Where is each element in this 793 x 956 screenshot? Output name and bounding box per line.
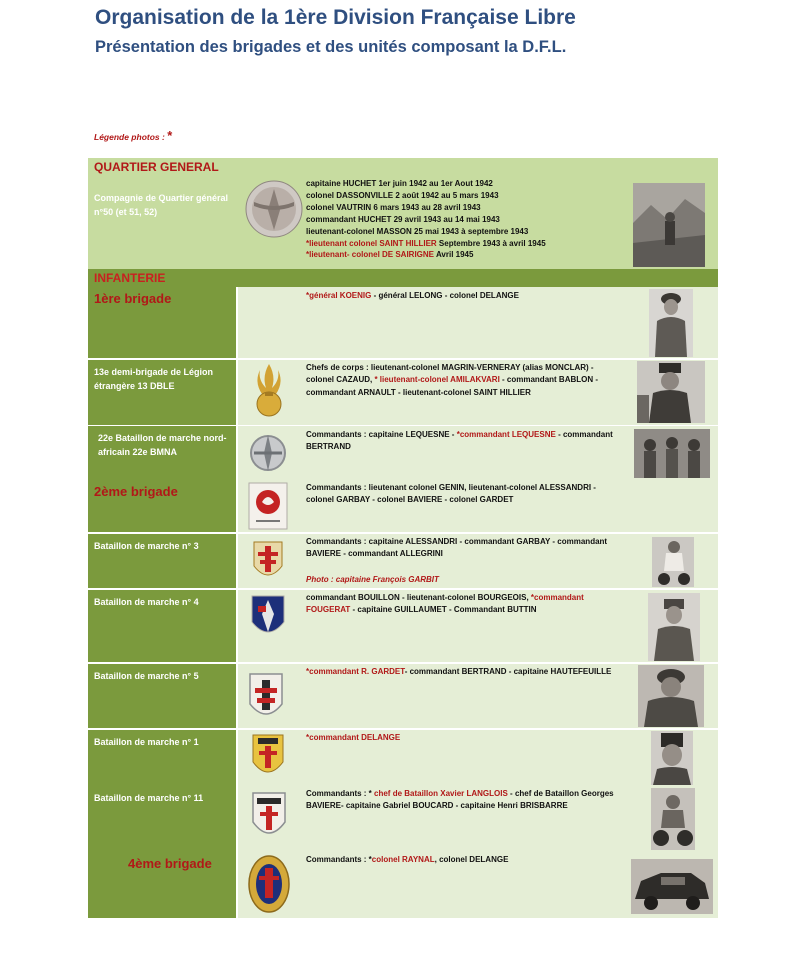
unit-bm1: Bataillon de marche n° 1	[88, 730, 236, 786]
b4-insignia-icon	[247, 854, 291, 916]
amilakvari-photo	[637, 361, 705, 423]
section-infanterie: INFANTERIE	[88, 269, 718, 287]
qg-line: colonel VAUTRIN 6 mars 1943 au 28 avril 1943	[306, 202, 481, 212]
unit-bm11: Bataillon de marche n° 11	[88, 786, 236, 852]
unit-bm4: Bataillon de marche n° 4	[88, 590, 236, 662]
qg-photo	[633, 183, 705, 267]
qg-line: colonel DASSONVILLE 2 août 1942 au 5 mars 1943	[306, 190, 499, 200]
raynal-photo	[631, 859, 713, 914]
unit-22e-bmna: 22e Bataillon de marche nord-africain 22e BMNA	[88, 426, 236, 480]
unit-2eme-brigade: 2ème brigade	[88, 480, 236, 532]
dble-commanders: Chefs de corps : lieutenant-colonel MAGRIN-VERNERAY (alias MONCLAR) - colonel CAZAUD, * lieutenant-colonel AMILAKVARI - commandant BABLON - commandant ARNAULT - lieutenant-colonel SAINT HILLIER	[306, 363, 599, 397]
qg-insignia-icon	[245, 180, 303, 238]
b2-insignia-icon	[248, 482, 288, 530]
bm3-insignia-icon	[250, 536, 286, 588]
qg-commanders	[306, 178, 626, 261]
langlois-photo	[651, 788, 695, 850]
qg-line: *lieutenant colonel SAINT HILLIER Septembre 1943 à avril 1945	[306, 238, 546, 248]
grenade-insignia-icon	[252, 362, 286, 422]
bm3-commanders: Commandants : capitaine ALESSANDRI - commandant GARBAY - commandant BAVIERE - commandant ALLEGRINI Photo : capitaine François GARBIT	[306, 536, 620, 586]
bm4-commanders: commandant BOUILLON - lieutenant-colonel BOURGEOIS, *commandant FOUGERAT - capitaine GUILLAUMET - Commandant BUTTIN	[306, 593, 584, 615]
bmna-insignia-icon	[248, 429, 288, 477]
b4-commanders: Commandants : *colonel RAYNAL, colonel DELANGE	[306, 855, 509, 864]
qg-line: commandant HUCHET 29 avril 1943 au 14 mai 1943	[306, 214, 500, 224]
unit-13-dble: 13e demi-brigade de Légion étrangère 13 DBLE	[88, 360, 236, 425]
qg-line: lieutenant-colonel MASSON 25 mai 1943 à septembre 1943	[306, 226, 529, 236]
bm5-commanders: *commandant R. GARDET- commandant BERTRAND - capitaine HAUTEFEUILLE	[306, 667, 612, 676]
garbit-photo	[652, 537, 694, 587]
legend-star: *	[167, 128, 173, 143]
unit-bm5: Bataillon de marche n° 5	[88, 664, 236, 728]
qg-line: capitaine HUCHET 1er juin 1942 au 1er Aout 1942	[306, 179, 493, 188]
unit-qg: Compagnie de Quartier général n°50 (et 51, 52)	[88, 176, 236, 269]
gardet-photo	[638, 665, 704, 727]
page-title: Organisation de la 1ère Division Française Libre	[95, 6, 576, 29]
section-quartier-general: QUARTIER GENERAL	[88, 158, 718, 176]
fougerat-photo	[648, 593, 700, 661]
bm11-insignia-icon	[250, 790, 288, 846]
unit-1ere-brigade: 1ère brigade	[88, 287, 236, 358]
bm5-insignia-icon	[246, 670, 286, 726]
b2-commanders: Commandants : lieutenant colonel GENIN, lieutenant-colonel ALESSANDRI - colonel GARBAY - colonel BAVIERE - colonel GARDET	[306, 483, 596, 505]
bm1-commanders: *commandant DELANGE	[306, 733, 401, 742]
bm4-insignia-icon	[248, 592, 288, 644]
lequesne-photo	[634, 429, 710, 478]
bmna-commanders: Commandants : capitaine LEQUESNE - *commandant LEQUESNE - commandant BERTRAND	[306, 430, 613, 452]
unit-bm3: Bataillon de marche n° 3	[88, 534, 236, 588]
photo-legend	[94, 128, 172, 143]
unit-4eme-brigade: 4ème brigade	[88, 852, 236, 918]
b1-commanders: *général KOENIG - général LELONG - colonel DELANGE	[306, 291, 519, 300]
bm3-photo-note: Photo : capitaine François GARBIT	[306, 574, 439, 584]
page-subtitle: Présentation des brigades et des unités composant la D.F.L.	[95, 38, 567, 56]
koenig-photo	[649, 289, 693, 357]
bm11-commanders: Commandants : * chef de Bataillon Xavier LANGLOIS - chef de Bataillon Georges BAVIERE- capitaine Gabriel BOUCARD - capitaine Henri BRISBARRE	[306, 789, 614, 811]
bm1-insignia-icon	[250, 732, 286, 784]
qg-line: *lieutenant- colonel DE SAIRIGNE Avril 1945	[306, 250, 474, 260]
delange-photo	[651, 731, 693, 785]
legend-label: Légende photos :	[94, 132, 168, 142]
